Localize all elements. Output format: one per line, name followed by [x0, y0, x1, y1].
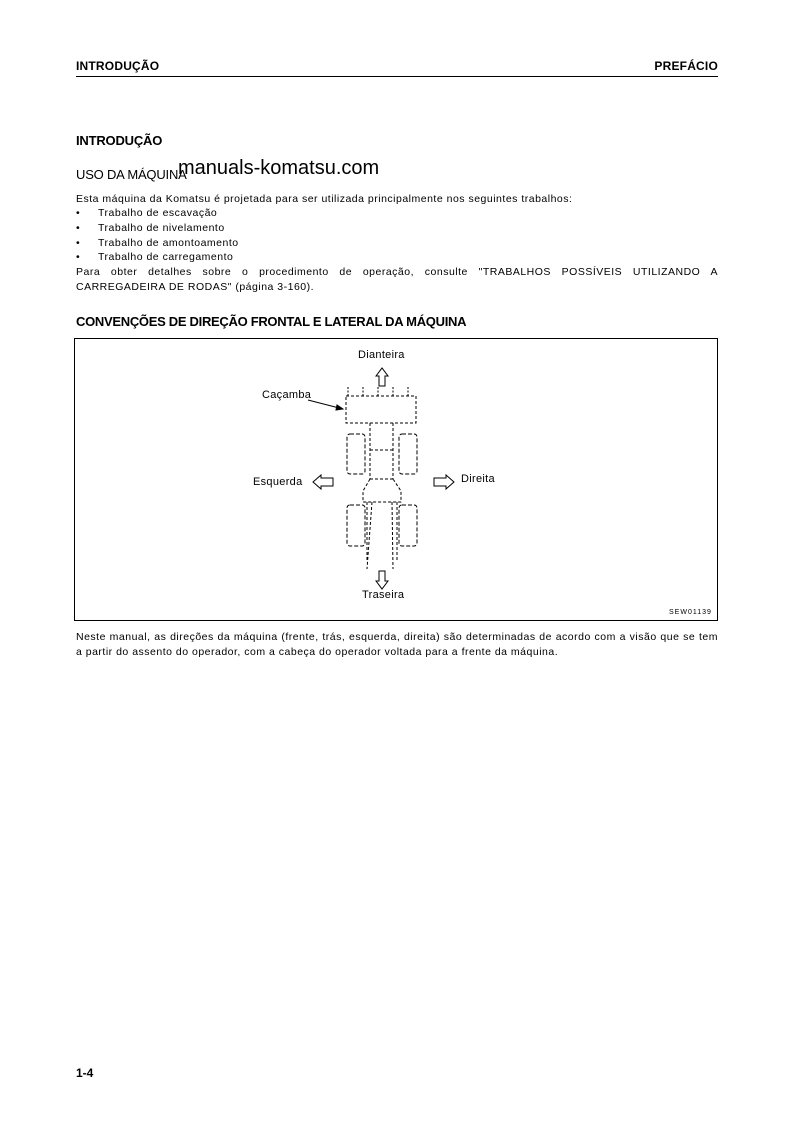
left-label: Esquerda [253, 476, 303, 488]
header-chapter: INTRODUÇÃO [76, 59, 160, 73]
front-frame [370, 423, 393, 479]
list-item-text: Trabalho de escavação [98, 207, 218, 219]
front-right-tire [399, 434, 417, 474]
right-arrow-icon [434, 475, 454, 489]
list-item [76, 206, 239, 221]
rear-left-tire [347, 505, 365, 546]
direction-figure [74, 338, 718, 621]
rear-label: Traseira [362, 589, 405, 601]
bullet-icon: • [76, 221, 81, 234]
right-label: Direita [461, 473, 495, 485]
bullet-icon: • [76, 207, 81, 219]
wheel-loader-diagram [75, 339, 717, 620]
list-item [76, 250, 239, 265]
list-item-text: Trabalho de nivelamento [98, 221, 225, 234]
subsection-title: USO DA MÁQUINA [76, 167, 187, 182]
front-arrow-icon [376, 368, 388, 386]
closing-paragraph: Neste manual, as direções da máquina (frente, trás, esquerda, direita) são determinadas de acordo com a visão que se tem a partir do assento do operador, com a cabeça do operador voltada para a frente da máquina. [76, 631, 718, 658]
articulation-joint [363, 479, 401, 502]
left-arrow-icon [313, 475, 333, 489]
watermark: manuals-komatsu.com [178, 157, 380, 179]
details-paragraph: Para obter detalhes sobre o procedimento de operação, consulte "TRABALHOS POSSÍVEIS UTILIZANDO A CARREGADEIRA DE RODAS" (página 3-160). [76, 266, 718, 293]
bucket-label: Caçamba [262, 389, 312, 401]
list-item-text: Trabalho de carregamento [98, 251, 234, 264]
work-list [76, 206, 239, 265]
front-left-tire [347, 434, 365, 474]
header-section: PREFÁCIO [654, 59, 718, 73]
figure-code: SEW01139 [669, 609, 712, 616]
rear-right-tire [399, 505, 417, 546]
list-item [76, 221, 239, 236]
front-label: Dianteira [358, 349, 405, 361]
bucket-shape [346, 396, 416, 423]
page-header [76, 58, 718, 77]
bullet-icon: • [76, 236, 81, 249]
intro-paragraph: Esta máquina da Komatsu é projetada para ser utilizada principalmente nos seguintes trabalhos: [76, 193, 573, 205]
section-title: INTRODUÇÃO [76, 133, 163, 148]
conventions-title: CONVENÇÕES DE DIREÇÃO FRONTAL E LATERAL DA MÁQUINA [76, 314, 467, 329]
list-item [76, 236, 239, 251]
bullet-icon: • [76, 251, 81, 264]
list-item-text: Trabalho de amontoamento [98, 236, 239, 249]
rear-frame [367, 502, 397, 569]
page-number: 1-4 [76, 1066, 94, 1080]
bucket-teeth [348, 387, 408, 396]
rear-arrow-icon [376, 571, 388, 589]
